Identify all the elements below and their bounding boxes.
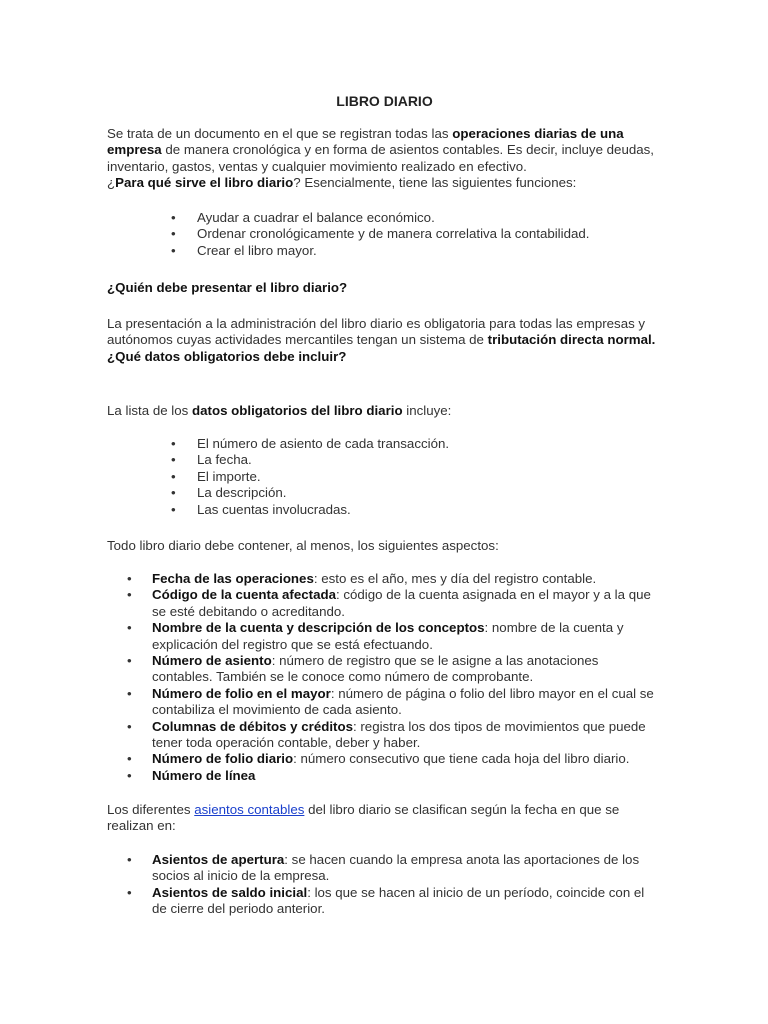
list-item: • Número de folio en el mayor: número de página o folio del libro mayor en el cual se contabiliza el movimiento de cada asiento. [107, 686, 662, 719]
who-text: La presentación a la administración del libro diario es obligatoria para todas las empresas y autónomos cuyas actividades mercantiles tengan un sistema de [107, 316, 646, 348]
intro-text: Se trata de un documento en el que se registran todas las [107, 126, 453, 141]
intro-bold: operaciones diarias de una empresa [107, 126, 624, 158]
who-bold: tributación directa normal. [487, 332, 656, 348]
intro-question-open: ¿ [107, 175, 116, 191]
entry-types-list [107, 852, 662, 918]
list-item: • Las cuentas involucradas. [107, 502, 662, 518]
list-item: • Ayudar a cuadrar el balance económico. [107, 210, 662, 226]
list-item: • Fecha de las operaciones: esto es el año, mes y día del registro contable. [107, 571, 662, 587]
functions-list [107, 210, 662, 259]
list-item: • Ordenar cronológicamente y de manera correlativa la contabilidad. [107, 226, 662, 242]
data-intro-paragraph: La lista de los datos obligatorios del libro diario incluye: [107, 403, 452, 418]
list-item: • La descripción. [107, 485, 662, 501]
list-item: • El importe. [107, 469, 662, 485]
list-item: • Número de línea [107, 768, 662, 784]
asientos-contables-link[interactable]: asientos contables [194, 802, 305, 817]
intro-question-bold: Para qué sirve el libro diario [115, 175, 294, 191]
list-item: • El número de asiento de cada transacción. [107, 436, 662, 452]
list-item: • Crear el libro mayor. [107, 243, 662, 259]
intro-question-text: ? Esencialmente, tiene las siguientes funciones: [293, 175, 577, 191]
list-item: • Asientos de saldo inicial: los que se hacen al inicio de un período, coincide con el de cierre del periodo anterior. [107, 885, 662, 918]
list-item: • Número de asiento: número de registro que se le asigne a las anotaciones contables. También se le conoce como número de comprobante. [107, 653, 662, 686]
list-item: • Número de folio diario: número consecutivo que tiene cada hoja del libro diario. [107, 751, 662, 767]
intro-paragraph [107, 126, 662, 192]
data-items-list [107, 436, 662, 518]
list-item: • Nombre de la cuenta y descripción de los conceptos: nombre de la cuenta y explicación del registro que se está efectuando. [107, 620, 662, 653]
list-item: • Asientos de apertura: se hacen cuando la empresa anota las aportaciones de los socios al inicio de la empresa. [107, 852, 662, 885]
document-title: LIBRO DIARIO [336, 93, 433, 109]
aspects-intro: Todo libro diario debe contener, al menos, los siguientes aspectos: [107, 538, 499, 553]
list-item: • La fecha. [107, 452, 662, 468]
section-heading-who: ¿Quién debe presentar el libro diario? [107, 280, 348, 295]
list-item: • Código de la cuenta afectada: código de la cuenta asignada en el mayor y a la que se esté debitando o acreditando. [107, 587, 662, 620]
section-heading-data: ¿Qué datos obligatorios debe incluir? [107, 348, 347, 364]
list-item: • Columnas de débitos y créditos: registra los dos tipos de movimientos que puede tener toda operación contable, deber y haber. [107, 719, 662, 752]
who-paragraph [107, 316, 662, 365]
intro-text-2: de manera cronológica y en forma de asientos contables. Es decir, incluye deudas, inventario, gastos, ventas y cualquier movimiento realizado en efectivo. [107, 142, 654, 174]
classify-paragraph: Los diferentes asientos contables del libro diario se clasifican según la fecha en que se realizan en: [107, 802, 620, 834]
aspects-list [107, 571, 662, 784]
